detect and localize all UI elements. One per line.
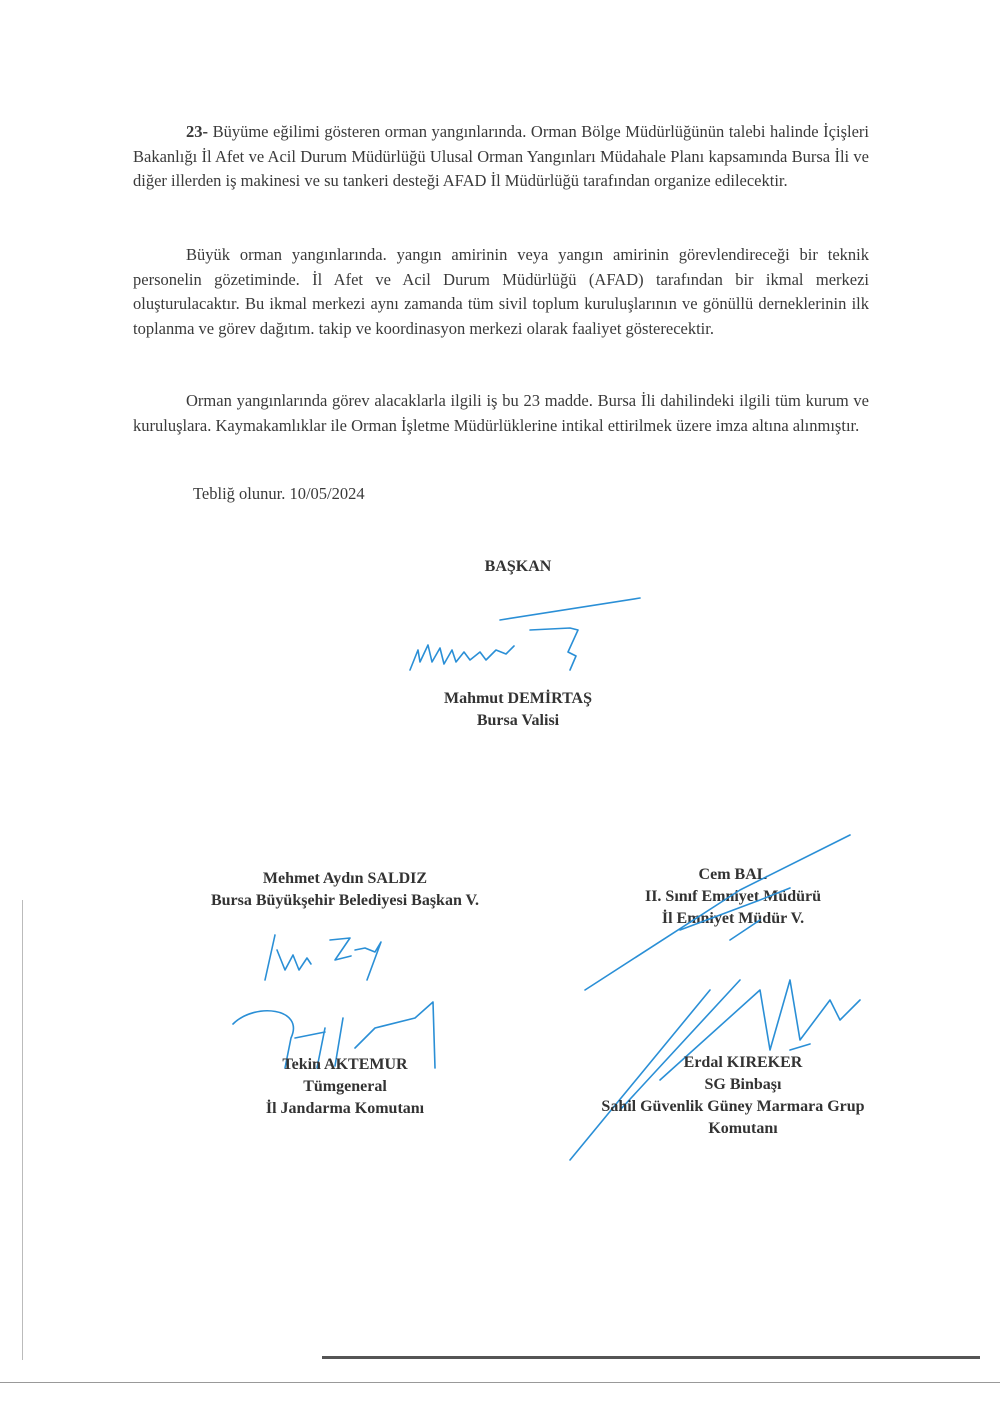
- chair-signature: [400, 590, 660, 690]
- article-text: Büyüme eğilimi gösteren orman yangınlarında. Orman Bölge Müdürlüğünün talebi halinde İçişleri Bakanlığı İl Afet ve Acil Durum Müdürlüğü Ulusal Orman Yangınları Müdahale Planı kapsamında Bursa İli ve diğer illerden iş makinesi ve su tankeri desteği AFAD İl Müdürlüğü tarafından organize edilecektir.: [133, 122, 869, 190]
- coast-guard-signatory-title-2: Sahil Güvenlik Güney Marmara Grup: [601, 1098, 865, 1115]
- scan-edge: [22, 900, 23, 1360]
- police-signatory-title-1: II. Sınıf Emniyet Müdürü: [644, 888, 822, 905]
- chair-heading: BAŞKAN: [484, 558, 552, 575]
- police-signatory-title-2: İl Emniyet Müdür V.: [661, 910, 805, 927]
- supply-center-paragraph: [133, 243, 869, 341]
- coast-guard-signatory-title-1: SG Binbaşı: [704, 1076, 782, 1093]
- municipality-signatory-name: Mehmet Aydın SALDIZ: [262, 870, 428, 887]
- coast-guard-signatory-name: Erdal KIREKER: [683, 1054, 803, 1071]
- chair-name: Mahmut DEMİRTAŞ: [443, 690, 593, 707]
- article-number: 23-: [186, 122, 208, 141]
- gendarmerie-signatory-name: Tekin AKTEMUR: [282, 1056, 408, 1073]
- notice-line: [133, 482, 869, 507]
- page-edge: [0, 1382, 1000, 1383]
- supply-center-text: Büyük orman yangınlarında. yangın amirinin veya yangın amirinin görevlendireceği bir teknik personelin gözetiminde. İl Afet ve Acil Durum Müdürlüğü (AFAD) tarafından bir ikmal merkezi oluşturulacaktır. Bu ikmal merkezi aynı zamanda tüm sivil toplum kuruluşlarının ve gönüllü derneklerinin ilk toplanma ve görev dağıtım. takip ve koordinasyon merkezi olarak faaliyet gösterecektir.: [133, 245, 869, 338]
- notice-text: Tebliğ olunur. 10/05/2024: [193, 484, 365, 503]
- municipality-signatory-title: Bursa Büyükşehir Belediyesi Başkan V.: [210, 892, 480, 909]
- coast-guard-signatory-title-3: Komutanı: [708, 1120, 778, 1137]
- closing-text: Orman yangınlarında görev alacaklarla ilgili iş bu 23 madde. Bursa İli dahilindeki ilgili tüm kurum ve kuruluşlara. Kaymakamlıklar ile Orman İşletme Müdürlüklerine intikal ettirilmek üzere imza altına alınmıştır.: [133, 391, 869, 435]
- closing-paragraph: [133, 389, 869, 438]
- municipality-signature: [255, 920, 405, 990]
- article-23-paragraph: [133, 120, 869, 194]
- footer-rule: [322, 1356, 980, 1359]
- police-signatory-name: Cem BAL: [698, 866, 768, 883]
- chair-title: Bursa Valisi: [476, 712, 560, 729]
- gendarmerie-signatory-title-2: İl Jandarma Komutanı: [265, 1100, 425, 1117]
- gendarmerie-signatory-title-1: Tümgeneral: [303, 1078, 387, 1095]
